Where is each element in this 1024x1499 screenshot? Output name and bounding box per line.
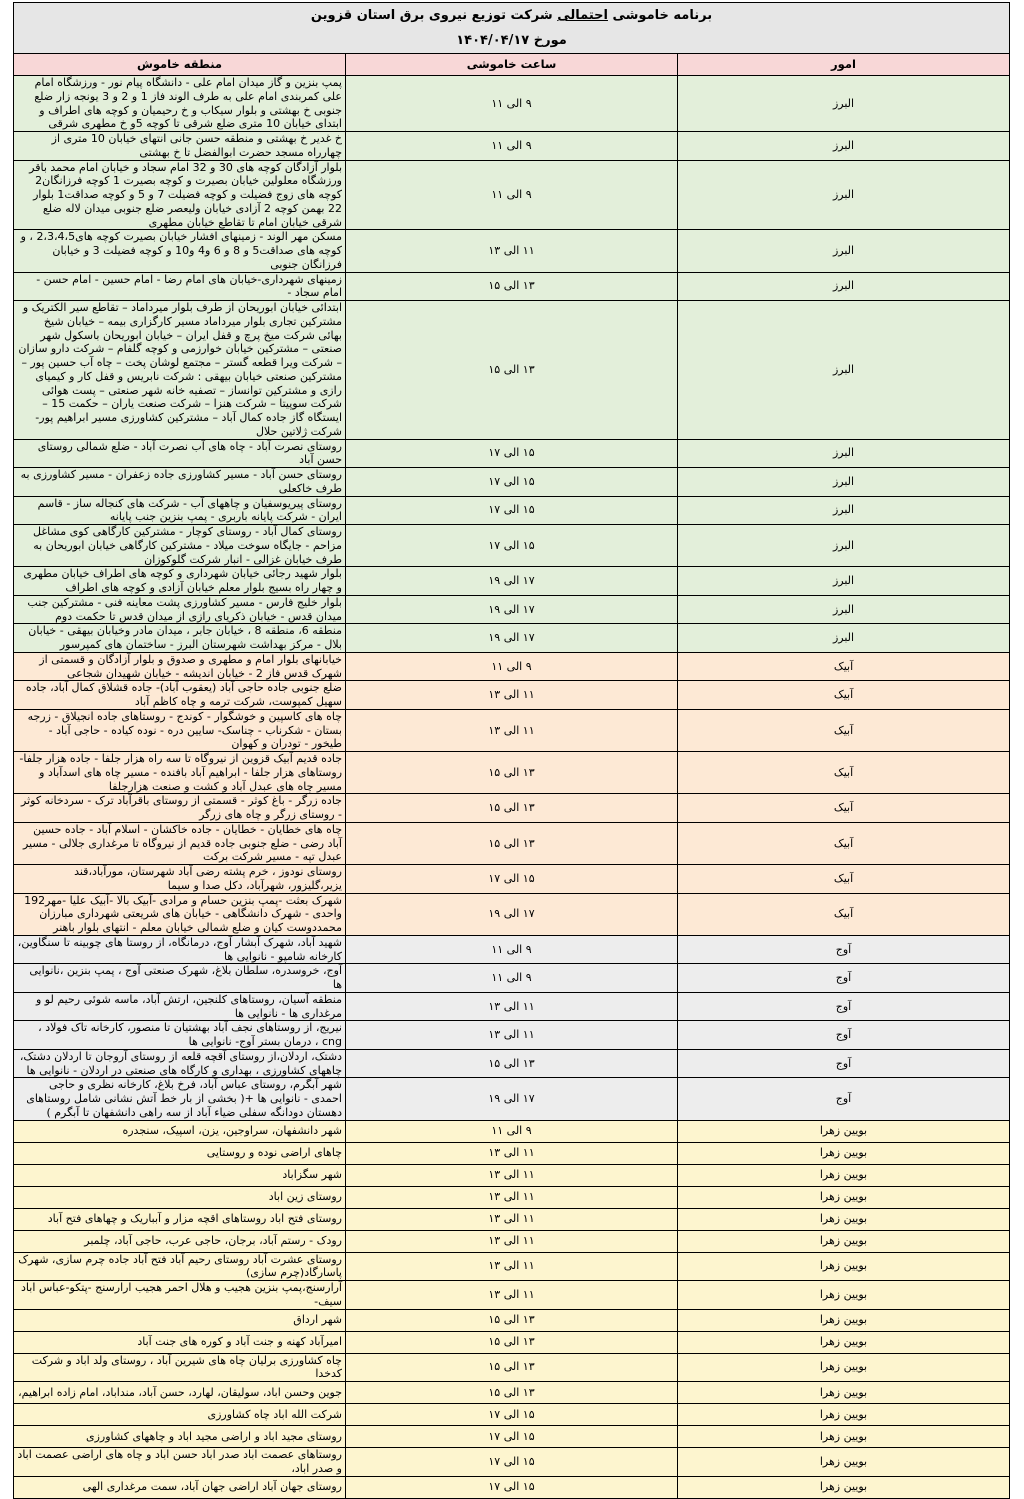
cell-saat: ۱۷ الی ۱۹ — [346, 893, 678, 935]
cell-omur: بویین زهرا — [678, 1230, 1010, 1252]
cell-omur: بویین زهرا — [678, 1353, 1010, 1382]
cell-mantaghe: ضلع جنوبی جاده حاجی آباد (یعقوب آباد)- جاده قشلاق کمال آباد، جاده سهیل کمپوست، شرکت ترمه و چاه کاظم آباد — [14, 681, 346, 710]
cell-mantaghe: منطقه آسیان، روستاهای کلنجین، ارتش آباد، ماسه شوئی رحیم لو و مرغداری ها - نانوایی ها — [14, 992, 346, 1021]
cell-omur: آوج — [678, 1049, 1010, 1078]
cell-mantaghe: چاه های کاسپین و خوشگوار - کوندج - روستاهای جاده انجیلاق - زرجه بستان - شکرناب - چناسک- سایین دره - نوده کیاده - حاجی آباد - طیخور - تودران و کهوان — [14, 709, 346, 751]
cell-omur: بویین زهرا — [678, 1120, 1010, 1142]
cell-omur: بویین زهرا — [678, 1331, 1010, 1353]
cell-omur: البرز — [678, 230, 1010, 272]
cell-saat: ۱۱ الی ۱۳ — [346, 992, 678, 1021]
cell-omur: آوج — [678, 964, 1010, 993]
table-row — [14, 1186, 1010, 1208]
cell-omur: البرز — [678, 468, 1010, 497]
cell-omur: بویین زهرا — [678, 1142, 1010, 1164]
cell-omur: البرز — [678, 567, 1010, 596]
title-block — [13, 2, 1010, 53]
cell-omur: بویین زهرا — [678, 1164, 1010, 1186]
cell-mantaghe: بلوار آزادگان کوچه های 30 و 32 امام سجاد و خیابان امام محمد باقر ورزشگاه معلولین خیابان بصیرت و کوچه بصیرت 1 کوچه فرزانگان2 کوچه های زوج فضیلت و کوچه فضیلت 7 و 5 و کوچه صداقت1 بلوار 22 بهمن کوچه 2 آزادی خیابان ولیعصر ضلع جنوبی میدان لاله ضلع شرقی خیابان امام تا تقاطع خیابان مطهری — [14, 160, 346, 230]
table-row — [14, 624, 1010, 653]
cell-omur: البرز — [678, 624, 1010, 653]
cell-mantaghe: شهر سگزاباد — [14, 1164, 346, 1186]
cell-omur: آوج — [678, 1021, 1010, 1050]
table-row — [14, 1252, 1010, 1281]
table-row — [14, 1120, 1010, 1142]
cell-mantaghe: خیابانهای بلوار امام و مطهری و صدوق و بلوار آزادگان و قسمتی از شهرک قدس فاز 2 - خیابان اندیشه - خیابان شهیدان شجاعی — [14, 652, 346, 681]
cell-saat: ۹ الی ۱۱ — [346, 1120, 678, 1142]
cell-omur: آوج — [678, 992, 1010, 1021]
cell-mantaghe: نیریج، از روستاهای نجف آباد بهشتیان تا منصور، کارخانه تاک فولاد ، cng ، درمان بستر آوج- نانوایی ها — [14, 1021, 346, 1050]
cell-saat: ۱۵ الی ۱۷ — [346, 1404, 678, 1426]
table-row — [14, 1021, 1010, 1050]
cell-omur: آبیک — [678, 709, 1010, 751]
table-row — [14, 160, 1010, 230]
table-row — [14, 1331, 1010, 1353]
cell-saat: ۱۳ الی ۱۵ — [346, 1309, 678, 1331]
cell-mantaghe: بلوار شهید رجائی خیابان شهرداری و کوچه های اطراف خیابان مطهری و چهار راه بسیج بلوار معلم خیابان آزادی و کوچه های اطراف — [14, 567, 346, 596]
table-row — [14, 865, 1010, 894]
cell-mantaghe: رودک - رستم آباد، برجان، حاجی عرب، حاجی آباد، چلمبر — [14, 1230, 346, 1252]
cell-mantaghe: روستای جهان آباد اراضی جهان آباد، سمت مرغداری الهی — [14, 1476, 346, 1498]
title-part2: شرکت توزیع نیروی برق استان قزوین — [310, 8, 553, 23]
cell-saat: ۱۳ الی ۱۵ — [346, 1353, 678, 1382]
table-row — [14, 964, 1010, 993]
table-row — [14, 992, 1010, 1021]
cell-saat: ۹ الی ۱۱ — [346, 652, 678, 681]
cell-omur: البرز — [678, 272, 1010, 301]
cell-saat: ۱۱ الی ۱۳ — [346, 1186, 678, 1208]
cell-omur: بویین زهرا — [678, 1309, 1010, 1331]
cell-mantaghe: روستای پیریوسفیان و چاههای آب - شرکت های کنجاله ساز - قاسم ایران - شرکت پایانه باربری - پمپ بنزین جنب پایانه — [14, 496, 346, 525]
cell-mantaghe: جاده قدیم آبیک قزوین از نیروگاه تا سه راه هزار جلفا - جاده هزار جلفا- روستاهای هزار جلفا - ابراهیم آباد بافنده - مسیر چاه های اسدآباد و مسیر چاه های عبدل آباد و کشت و صنعت هزارجلفا — [14, 752, 346, 794]
cell-omur: آبیک — [678, 681, 1010, 710]
outage-schedule-sheet — [13, 2, 1010, 1499]
cell-mantaghe: روستای نصرت آباد - چاه های آب نصرت آباد - ضلع شمالی روستای حسن آباد — [14, 439, 346, 468]
cell-omur: بویین زهرا — [678, 1476, 1010, 1498]
outage-table — [13, 53, 1010, 1499]
cell-omur: بویین زهرا — [678, 1382, 1010, 1404]
column-header-saat: ساعت خاموشی — [346, 54, 678, 76]
cell-saat: ۱۱ الی ۱۳ — [346, 1164, 678, 1186]
table-row — [14, 301, 1010, 440]
table-row — [14, 822, 1010, 864]
cell-mantaghe: روستای حسن آباد - مسیر کشاورزی جاده زعفران - مسیر کشاورزی به طرف خاکعلی — [14, 468, 346, 497]
cell-mantaghe: زمینهای شهرداری-خیابان های امام رضا - امام حسین - امام حسن - امام سجاد - — [14, 272, 346, 301]
cell-saat: ۱۷ الی ۱۹ — [346, 567, 678, 596]
table-row — [14, 1309, 1010, 1331]
cell-saat: ۱۵ الی ۱۷ — [346, 1448, 678, 1477]
cell-mantaghe: ابتدائی خیابان ابوریحان از طرف بلوار میرداماد – تقاطع سیر الکتریک و مشترکین تجاری بلوار میرداماد مسیر کارگزاری بیمه – خیابان شیخ بهائی شرکت میخ پرچ و قفل ایران – خیابان ابوریحان باسکول شهر صنعتی – مشترکین خیابان خوارزمی و کوچه گلفام – شرکت دارو سازان – شرکت ویرا قطعه گستر – مجتمع لوشان پخت – چاه آب حسین پور – مشترکین صنعتی خیابان بیهقی : شرکت نابریس و قفل کار و کیمیای رازی و مشترکین توانساز – تصفیه خانه شهر صنعتی – پست هوائی شرکت سوپیتا – شرکت هنزا – شرکت صنعت یاران – حکمت 15 – ایستگاه گاز جاده کمال آباد – مشترکین کشاورزی مسیر ابراهیم پور- شرکت ژلاتین حلال — [14, 301, 346, 440]
cell-saat: ۱۳ الی ۱۵ — [346, 752, 678, 794]
cell-omur: آبیک — [678, 893, 1010, 935]
cell-saat: ۱۱ الی ۱۳ — [346, 1142, 678, 1164]
cell-omur: آبیک — [678, 865, 1010, 894]
cell-mantaghe: روستای کمال آباد - روستای کوچار - مشترکین کارگاهی کوی مشاغل مزاحم - جایگاه سوخت میلاد - مشترکین کارگاهی خیابان ابوریحان به طرف خیابان غزالی - انبار شرکت گلوکوزان — [14, 525, 346, 567]
cell-omur: آبیک — [678, 794, 1010, 823]
cell-saat: ۹ الی ۱۱ — [346, 160, 678, 230]
cell-saat: ۱۱ الی ۱۳ — [346, 1208, 678, 1230]
table-row — [14, 76, 1010, 132]
cell-omur: بویین زهرا — [678, 1404, 1010, 1426]
date-line: مورخ ۱۴۰۴/۰۴/۱۷ — [456, 33, 567, 48]
table-row — [14, 230, 1010, 272]
cell-saat: ۱۳ الی ۱۵ — [346, 1382, 678, 1404]
cell-omur: بویین زهرا — [678, 1281, 1010, 1310]
title-underlined: احتمالی — [557, 8, 608, 23]
cell-mantaghe: شهرک بعثت -پمپ بنزین حسام و مرادی -آبیک بالا -آبیک علیا -مهر192 واحدی - شهرک دانشگاهی - خیابان های شریعتی شهرداری مبارزان محمددوست کیان و ضلع شمالی خیابان معلم - انتهای بلوار باهنر — [14, 893, 346, 935]
cell-mantaghe: امیرآباد کهنه و جنت آباد و کوره های جنت آباد — [14, 1331, 346, 1353]
table-row — [14, 1404, 1010, 1426]
table-row — [14, 272, 1010, 301]
table-row — [14, 681, 1010, 710]
table-row — [14, 468, 1010, 497]
cell-mantaghe: بلوار خلیج فارس - مسیر کشاورزی پشت معاینه فنی - مشترکین جنب میدان قدس - خیابان ذکریای رازی از میدان قدس تا حکمت دوم — [14, 595, 346, 624]
cell-saat: ۱۱ الی ۱۳ — [346, 230, 678, 272]
cell-omur: بویین زهرا — [678, 1208, 1010, 1230]
table-row — [14, 893, 1010, 935]
table-row — [14, 1281, 1010, 1310]
cell-saat: ۱۵ الی ۱۷ — [346, 496, 678, 525]
cell-omur: البرز — [678, 525, 1010, 567]
cell-mantaghe: روستای مجید اباد و اراضی مجید اباد و چاههای کشاورزی — [14, 1426, 346, 1448]
cell-saat: ۱۱ الی ۱۳ — [346, 1230, 678, 1252]
cell-omur: بویین زهرا — [678, 1252, 1010, 1281]
cell-mantaghe: روستای زین اباد — [14, 1186, 346, 1208]
table-row — [14, 1142, 1010, 1164]
cell-saat: ۱۵ الی ۱۷ — [346, 1426, 678, 1448]
table-row — [14, 709, 1010, 751]
cell-saat: ۱۳ الی ۱۵ — [346, 794, 678, 823]
table-row — [14, 1208, 1010, 1230]
cell-omur: بویین زهرا — [678, 1448, 1010, 1477]
cell-omur: البرز — [678, 301, 1010, 440]
cell-saat: ۱۵ الی ۱۷ — [346, 1476, 678, 1498]
table-row — [14, 132, 1010, 161]
cell-mantaghe: شرکت الله اباد چاه کشاورزی — [14, 1404, 346, 1426]
cell-saat: ۹ الی ۱۱ — [346, 964, 678, 993]
cell-mantaghe: خ غدیر خ بهشتی و منطقه حسن جانی انتهای خیابان 10 متری از چهارراه مسجد حضرت ابوالفضل تا خ بهشتی — [14, 132, 346, 161]
cell-omur: آوج — [678, 935, 1010, 964]
table-row — [14, 595, 1010, 624]
cell-saat: ۱۵ الی ۱۷ — [346, 525, 678, 567]
cell-mantaghe: شهید آباد، شهرک آبشار آوج، درمانگاه، از روستا های چوبینه تا سنگاوین، کارخانه شامپو - نانوایی ها — [14, 935, 346, 964]
cell-saat: ۱۷ الی ۱۹ — [346, 624, 678, 653]
cell-mantaghe: روستای نودوز ، خرم پشته رضی آباد شهرستان، مورآباد،قند یزیر،گلیزور، شهرآباد، دکل صدا و سیما — [14, 865, 346, 894]
table-row — [14, 652, 1010, 681]
cell-mantaghe: دشتک، اردلان،از روستای آقچه قلعه از روستای آروجان تا اردلان دشتک، چاههای کشاورزی ، بهداری و کارگاه های صنعتی در اردلان - نانوایی ها — [14, 1049, 346, 1078]
table-row — [14, 794, 1010, 823]
cell-omur: البرز — [678, 132, 1010, 161]
table-body — [14, 76, 1010, 1499]
table-row — [14, 1476, 1010, 1498]
column-header-omur: امور — [678, 54, 1010, 76]
cell-mantaghe: شهر ارداق — [14, 1309, 346, 1331]
cell-omur: البرز — [678, 595, 1010, 624]
cell-saat: ۹ الی ۱۱ — [346, 132, 678, 161]
cell-mantaghe: روستاهای عصمت اباد صدر اباد حسن اباد و چاه های اراضی عصمت اباد و صدر اباد، — [14, 1448, 346, 1477]
cell-saat: ۱۷ الی ۱۹ — [346, 1078, 678, 1120]
cell-mantaghe: روستای فتح اباد روستاهای اقچه مزار و آبباریک و چهاهای فتح آباد — [14, 1208, 346, 1230]
cell-mantaghe: جاده زرگر - باغ کوثر - قسمتی از روستای باقرآباد ترک - سردخانه کوثر - روستای زرگر و چاه های زرگر — [14, 794, 346, 823]
cell-saat: ۱۷ الی ۱۹ — [346, 595, 678, 624]
table-row — [14, 1230, 1010, 1252]
cell-omur: البرز — [678, 76, 1010, 132]
cell-saat: ۱۱ الی ۱۳ — [346, 1252, 678, 1281]
cell-saat: ۱۵ الی ۱۷ — [346, 439, 678, 468]
cell-mantaghe: آرارسنج،پمپ بنزین هجیب و هلال احمر هجیب ارارسنج -پتکو-عباس اباد سیف- — [14, 1281, 346, 1310]
cell-saat: ۱۳ الی ۱۵ — [346, 301, 678, 440]
table-row — [14, 935, 1010, 964]
cell-omur: البرز — [678, 496, 1010, 525]
cell-mantaghe: روستای عشرت آباد روستای رحیم آباد فتح آباد جاده چرم سازی، شهرک پاسارگاد(چرم سازی) — [14, 1252, 346, 1281]
cell-saat: ۹ الی ۱۱ — [346, 76, 678, 132]
cell-mantaghe: مسکن مهر الوند - زمینهای افشار خیابان بصیرت کوچه های2،3،4،5 ، و کوچه های صداقت5 و 8 و 6 و4 و10 و کوچه فضیلت 3 و خیابان فرزانگان جنوبی — [14, 230, 346, 272]
table-row — [14, 439, 1010, 468]
cell-omur: آبیک — [678, 652, 1010, 681]
table-row — [14, 1049, 1010, 1078]
cell-saat: ۱۵ الی ۱۷ — [346, 865, 678, 894]
table-row — [14, 752, 1010, 794]
cell-mantaghe: جوین وحسن اباد، سولیقان، لهارد، حسن آباد، منداباد، امام زاده ابراهیم، — [14, 1382, 346, 1404]
cell-mantaghe: چاهای اراضی نوده و روستایی — [14, 1142, 346, 1164]
cell-omur: بویین زهرا — [678, 1426, 1010, 1448]
header-row — [14, 54, 1010, 76]
table-row — [14, 525, 1010, 567]
cell-saat: ۱۳ الی ۱۵ — [346, 1331, 678, 1353]
cell-omur: البرز — [678, 439, 1010, 468]
cell-saat: ۹ الی ۱۱ — [346, 935, 678, 964]
cell-omur: آبیک — [678, 822, 1010, 864]
cell-saat: ۱۳ الی ۱۵ — [346, 272, 678, 301]
cell-saat: ۱۵ الی ۱۷ — [346, 468, 678, 497]
cell-omur: بویین زهرا — [678, 1186, 1010, 1208]
cell-mantaghe: منطقه 6، منطقه 8 ، خیابان جابر ، میدان مادر وخیابان بیهقی - خیابان بلال - مرکز بهداشت شهرستان البرز - ساختمان های کمپرسور — [14, 624, 346, 653]
table-row — [14, 1426, 1010, 1448]
cell-saat: ۱۱ الی ۱۳ — [346, 1281, 678, 1310]
cell-saat: ۱۱ الی ۱۳ — [346, 709, 678, 751]
table-row — [14, 1448, 1010, 1477]
cell-omur: آبیک — [678, 752, 1010, 794]
table-row — [14, 496, 1010, 525]
table-row — [14, 567, 1010, 596]
table-row — [14, 1382, 1010, 1404]
title-part1: برنامه خاموشی — [612, 8, 713, 23]
column-header-mantaghe: منطقه خاموش — [14, 54, 346, 76]
cell-saat: ۱۱ الی ۱۳ — [346, 1021, 678, 1050]
table-row — [14, 1078, 1010, 1120]
cell-mantaghe: آوج، خروسدره، سلطان بلاغ، شهرک صنعتی آوج ، پمپ بنزین ،نانوایی ها — [14, 964, 346, 993]
cell-mantaghe: شهر دانشفهان، سراوجین، یزن، اسپیک، سنجدره — [14, 1120, 346, 1142]
cell-saat: ۱۳ الی ۱۵ — [346, 1049, 678, 1078]
cell-saat: ۱۳ الی ۱۵ — [346, 822, 678, 864]
cell-mantaghe: چاه های خطایان - خطایان - جاده خاکشان - اسلام آباد - جاده حسین آباد رضی - ضلع جنوبی جاده قدیم از نیروگاه تا مرغداری جلالی - مسیر عبدل تپه - مسیر شرکت برکت — [14, 822, 346, 864]
cell-omur: البرز — [678, 160, 1010, 230]
table-row — [14, 1353, 1010, 1382]
cell-saat: ۱۱ الی ۱۳ — [346, 681, 678, 710]
cell-omur: آوج — [678, 1078, 1010, 1120]
cell-mantaghe: شهر آبگرم، روستای عباس آباد، فرخ بلاغ، کارخانه نظری و حاجی احمدی - نانوایی ها +( بخشی از بار خط آتش نشانی شامل روستاهای دهستان دودانگه سفلی ضیاء آباد از سه راهی دانشفهان تا آبگرم ) — [14, 1078, 346, 1120]
cell-mantaghe: چاه کشاورزی برلیان چاه های شیرین آباد ، روستای ولد اباد و شرکت کدخدا — [14, 1353, 346, 1382]
cell-mantaghe: پمپ بنزین و گاز میدان امام علی - دانشگاه پیام نور - ورزشگاه امام علی کمربندی امام علی به طرف الوند فاز 1 و 2 و 3 یونجه زار ضلع جنوبی خ بهشتی و بلوار سیکاب و خ رحیمیان و کوچه های اطراف و ابتدای خیابان 10 متری ضلع شرقی تا کوچه 5و خ مطهری شرقی — [14, 76, 346, 132]
table-row — [14, 1164, 1010, 1186]
page-title — [14, 3, 1009, 28]
